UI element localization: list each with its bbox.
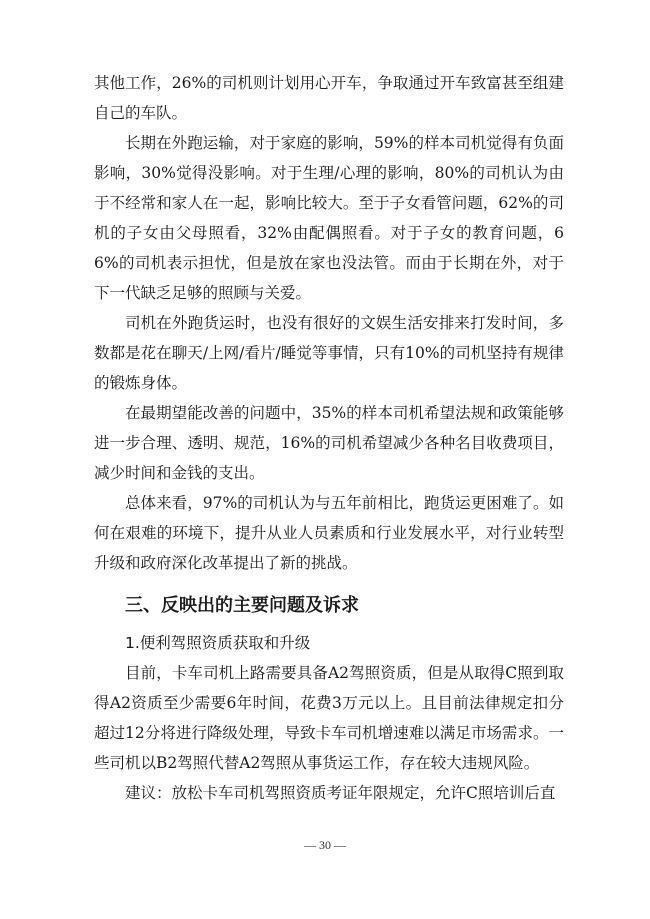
document-body xyxy=(94,68,564,808)
page-number: — 30 — xyxy=(304,838,346,852)
paragraph-suggestion: 建议：放松卡车司机驾照资质考证年限规定，允许C照培训后直 xyxy=(125,784,556,802)
paragraph-leisure: 司机在外跑货运时，也没有很好的文娱生活安排来打发时间，多数都是花在聊天/上网/看片/睡觉等事情，只有10%的司机坚持有规律的锻炼身体。 xyxy=(94,314,564,392)
section-heading: 三、反映出的主要问题及诉求 xyxy=(125,595,359,616)
paragraph-continuation: 其他工作，26%的司机则计划用心开车，争取通过开车致富甚至组建自己的车队。 xyxy=(94,74,564,122)
paragraph-summary: 总体来看，97%的司机认为与五年前相比，跑货运更困难了。如何在艰难的环境下，提升从业人员素质和行业发展水平，对行业转型升级和政府深化改革提出了新的挑战。 xyxy=(94,494,565,572)
subsection-heading: 1.便利驾照资质获取和升级 xyxy=(125,634,311,652)
paragraph-family-impact: 长期在外跑运输，对于家庭的影响，59%的样本司机觉得有负面影响，30%觉得没影响。对于生理/心理的影响，80%的司机认为由于不经常和家人在一起，影响比较大。至于子女看管问题，62%的司机的子女由父母照看，32%由配偶照看。对于子女的教育问题，66%的司机表示担忧，但是放在家也没法管。而由于长期在外，对于下一代缺乏足够的照顾与关爱。 xyxy=(94,134,564,302)
paragraph-license: 目前，卡车司机上路需要具备A2驾照资质，但是从取得C照到取得A2资质至少需要6年时间，花费3万元以上。且目前法律规定扣分超过12分将进行降级处理，导致卡车司机增速难以满足市场需求。一些司机以B2驾照代替A2驾照从事货运工作，存在较大违规风险。 xyxy=(94,664,564,772)
paragraph-expectations: 在最期望能改善的问题中，35%的样本司机希望法规和政策能够进一步合理、透明、规范，16%的司机希望减少各种名目收费项目，减少时间和金钱的支出。 xyxy=(94,404,564,482)
